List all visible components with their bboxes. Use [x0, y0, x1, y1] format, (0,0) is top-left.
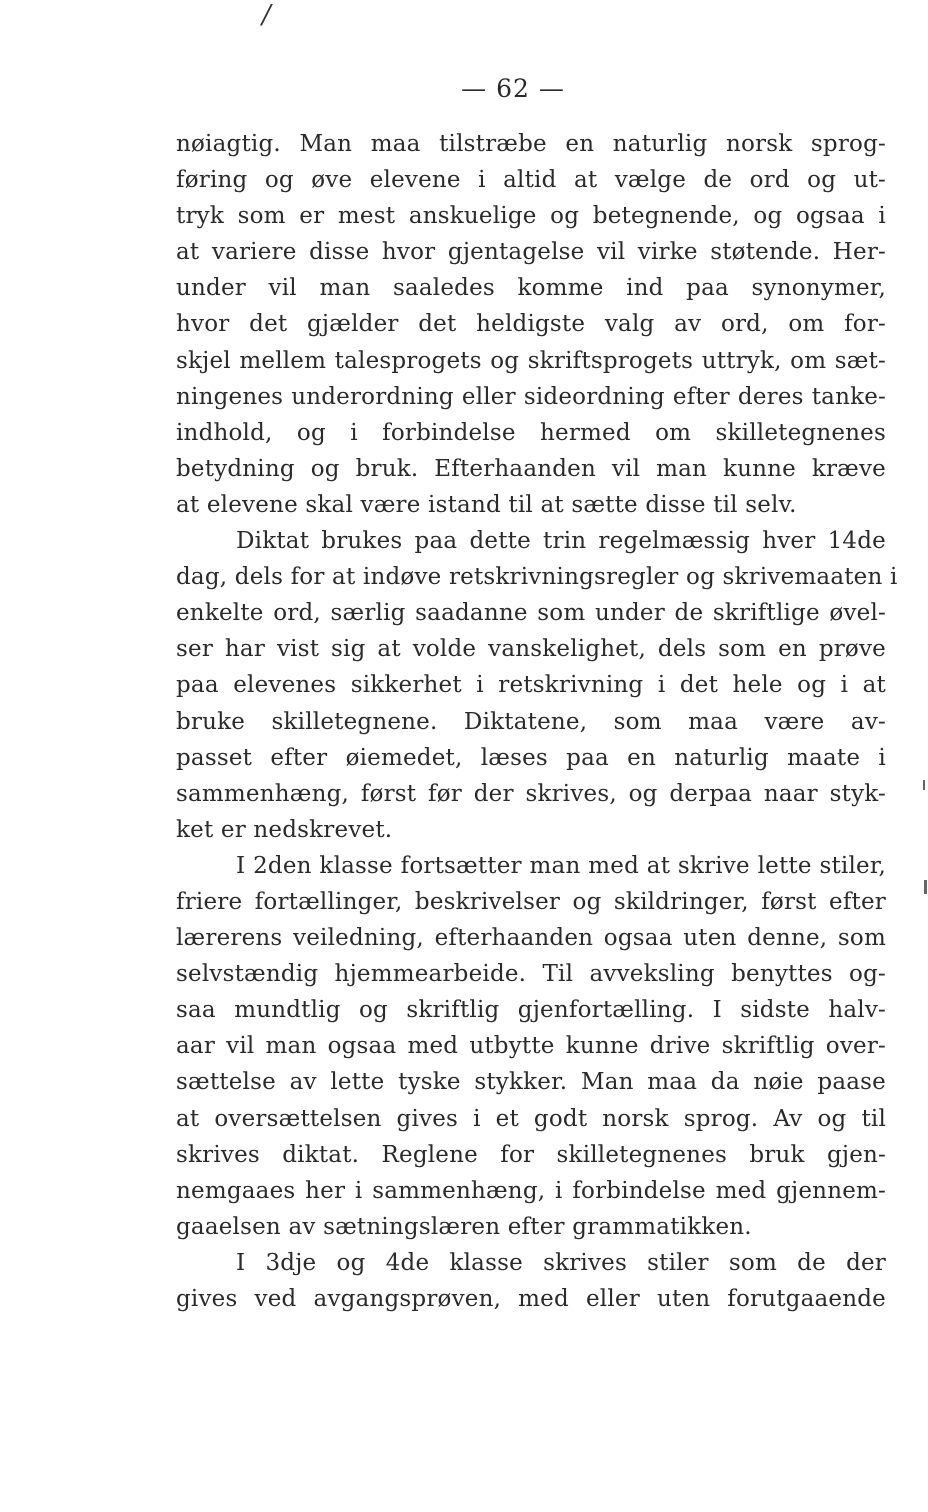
text-line: nemgaaes her i sammenhæng, i forbindelse med gjennem-	[176, 1177, 886, 1204]
text-line: nøiagtig. Man maa tilstræbe en naturlig norsk sprog-	[176, 131, 886, 157]
body-text	[176, 126, 898, 1317]
text-line: betydning og bruk. Efterhaanden vil man kunne kræve	[176, 455, 886, 482]
edge-mark	[924, 880, 927, 894]
text-line: I 3dje og 4de klasse skrives stiler som de der	[236, 1249, 886, 1276]
text-line: passet efter øiemedet, læses paa en naturlig maate i	[176, 744, 886, 771]
text-line: selvstændig hjemmearbeide. Til avveksling benyttes og-	[176, 961, 886, 988]
text-line: friere fortællinger, beskrivelser og skildringer, først efter	[176, 888, 886, 915]
scan-corner-mark: /	[262, 0, 271, 30]
text-line: skrives diktat. Reglene for skilletegnenes bruk gjen-	[176, 1141, 886, 1168]
text-line: ket er nedskrevet.	[176, 816, 393, 843]
text-line: hvor det gjælder det heldigste valg av ord, om for-	[176, 311, 886, 338]
text-line: at variere disse hvor gjentagelse vil virke støtende. Her-	[176, 239, 886, 266]
edge-mark	[923, 780, 925, 790]
text-line: aar vil man ogsaa med utbytte kunne drive skriftlig over-	[176, 1033, 886, 1060]
text-line: at elevene skal være istand til at sætte disse til selv.	[176, 491, 797, 518]
text-line: paa elevenes sikkerhet i retskrivning i det hele og i at	[176, 672, 886, 699]
text-line: skjel mellem talesprogets og skriftsprogets uttryk, om sæt-	[176, 347, 886, 374]
text-line: saa mundtlig og skriftlig gjenfortælling. I sidste halv-	[176, 997, 886, 1024]
text-line: dag, dels for at indøve retskrivningsregler og skrivemaaten i	[176, 564, 898, 591]
text-line: at oversættelsen gives i et godt norsk sprog. Av og til	[176, 1105, 886, 1132]
text-line: under vil man saaledes komme ind paa synonymer,	[176, 275, 886, 302]
text-line: Diktat brukes paa dette trin regelmæssig hver 14de	[236, 528, 886, 555]
text-line: tryk som er mest anskuelige og betegnende, og ogsaa i	[176, 203, 886, 230]
text-line: sættelse av lette tyske stykker. Man maa da nøie paase	[176, 1069, 886, 1096]
text-line: enkelte ord, særlig saadanne som under de skriftlige øvel-	[176, 600, 886, 627]
text-line: ser har vist sig at volde vanskelighet, dels som en prøve	[176, 636, 886, 663]
text-line: I 2den klasse fortsætter man med at skrive lette stiler,	[236, 852, 886, 879]
text-line: bruke skilletegnene. Diktatene, som maa være av-	[176, 708, 886, 735]
text-line: sammenhæng, først før der skrives, og derpaa naar styk-	[176, 780, 886, 807]
text-line: indhold, og i forbindelse hermed om skilletegnenes	[176, 419, 886, 446]
text-line: ningenes underordning eller sideordning efter deres tanke-	[176, 383, 886, 410]
text-line: gaaelsen av sætningslæren efter grammatikken.	[176, 1213, 752, 1240]
text-line: føring og øve elevene i altid at vælge de ord og ut-	[176, 167, 886, 194]
text-line: gives ved avgangsprøven, med eller uten forutgaaende	[176, 1286, 886, 1312]
page-number: — 62 —	[461, 74, 565, 103]
text-line: lærerens veiledning, efterhaanden ogsaa uten denne, som	[176, 925, 886, 952]
